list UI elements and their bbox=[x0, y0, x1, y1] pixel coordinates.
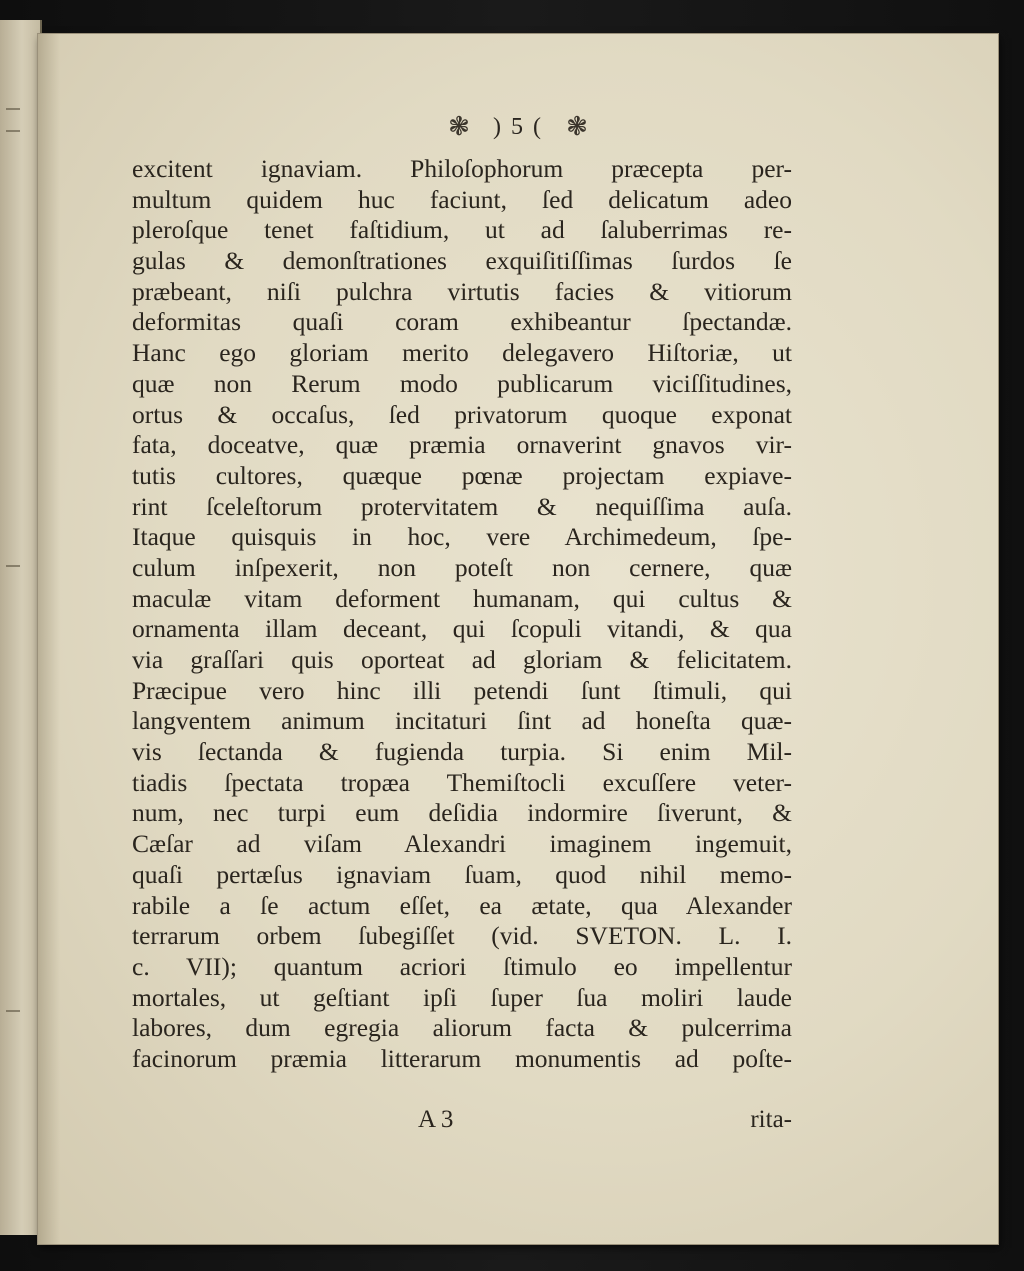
text-line: facinorum præmia litterarum monumentis ad poſte- bbox=[132, 1043, 792, 1073]
text-line: tiadis ſpectata tropæa Themiſtocli excuſſere veter- bbox=[132, 767, 792, 797]
edge-mark bbox=[6, 1010, 20, 1012]
right-ornament-icon: ❃ bbox=[566, 112, 588, 142]
text-line: ortus & occaſus, ſed privatorum quoque exponat bbox=[132, 399, 792, 429]
text-line: Præcipue vero hinc illi petendi ſunt ſtimuli, qui bbox=[132, 675, 792, 705]
edge-mark bbox=[6, 108, 20, 110]
left-ornament-icon: ❃ bbox=[448, 112, 470, 142]
text-line: Cæſar ad viſam Alexandri imaginem ingemuit, bbox=[132, 829, 792, 859]
catchword: rita- bbox=[750, 1106, 792, 1133]
text-line: gulas & demonſtrationes exquiſitiſſimas ſurdos ſe bbox=[132, 246, 792, 276]
text-line: rint ſceleſtorum protervitatem & nequiſſima auſa. bbox=[132, 491, 792, 521]
text-line: langventem animum incitaturi ſint ad honeſta quæ- bbox=[132, 706, 792, 736]
text-line: maculæ vitam deforment humanam, qui cultus & bbox=[132, 583, 792, 613]
text-line: excitent ignaviam. Philoſophorum præcepta per- bbox=[132, 154, 792, 183]
text-line: quaſi pertæſus ignaviam ſuam, quod nihil memo- bbox=[132, 859, 792, 889]
edge-mark bbox=[6, 130, 20, 132]
text-line: deformitas quaſi coram exhibeantur ſpectandæ. bbox=[132, 307, 792, 337]
text-line: via graſſari quis oporteat ad gloriam & felicitatem. bbox=[132, 645, 792, 674]
text-line: num, nec turpi eum deſidia indormire ſiverunt, & bbox=[132, 798, 792, 828]
text-line: c. VII); quantum acriori ſtimulo eo impellentur bbox=[132, 951, 792, 981]
book-page bbox=[38, 34, 998, 1244]
signature-mark: A 3 bbox=[418, 1106, 454, 1133]
text-line: terrarum orbem ſubegiſſet (vid. SVETON. L. I. bbox=[132, 921, 792, 951]
edge-mark bbox=[6, 565, 20, 567]
text-line: mortales, ut geſtiant ipſi ſuper ſua moliri laude bbox=[132, 982, 792, 1012]
running-head bbox=[38, 112, 998, 152]
page-number: ) 5 ( bbox=[493, 113, 543, 140]
text-line: vis ſectanda & fugienda turpia. Si enim Mil- bbox=[132, 737, 792, 767]
text-line: Itaque quisquis in hoc, vere Archimedeum, ſpe- bbox=[132, 522, 792, 552]
text-line: multum quidem huc faciunt, ſed delicatum adeo bbox=[132, 184, 792, 214]
text-line: tutis cultores, quæque pœnæ projectam expiave- bbox=[132, 460, 792, 490]
text-line: ornamenta illam deceant, qui ſcopuli vitandi, & qua bbox=[132, 614, 792, 644]
text-line: rabile a ſe actum eſſet, ea ætate, qua Alexander bbox=[132, 890, 792, 920]
text-line: labores, dum egregia aliorum facta & pulcerrima bbox=[132, 1013, 792, 1043]
text-line: præbeant, niſi pulchra virtutis facies & vitiorum bbox=[132, 276, 792, 306]
text-line: pleroſque tenet faſtidium, ut ad ſaluberrimas re- bbox=[132, 215, 792, 245]
text-line: culum inſpexerit, non poteſt non cernere, quæ bbox=[132, 552, 792, 582]
text-line: quæ non Rerum modo publicarum viciſſitudines, bbox=[132, 368, 792, 398]
text-line: Hanc ego gloriam merito delegavero Hiſtoriæ, ut bbox=[132, 338, 792, 368]
text-line: fata, doceatve, quæ præmia ornaverint gnavos vir- bbox=[132, 430, 792, 460]
page-footer bbox=[132, 1106, 792, 1140]
body-text bbox=[132, 154, 792, 1075]
previous-page-edge bbox=[0, 20, 42, 1235]
